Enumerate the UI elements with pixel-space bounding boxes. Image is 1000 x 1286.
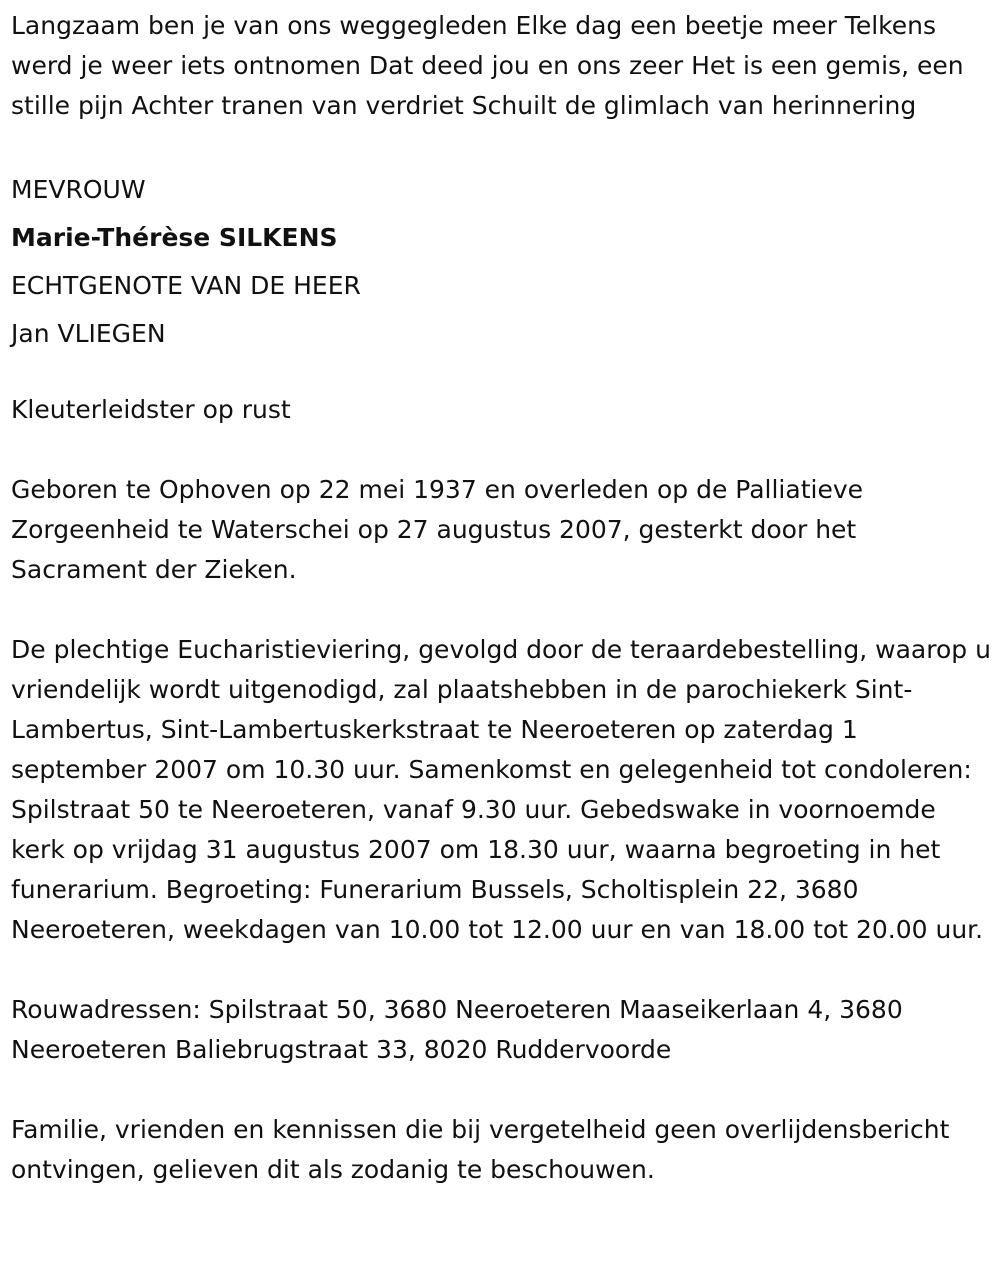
spacer [11,1070,991,1110]
deceased-name: Marie-Thérèse SILKENS [11,223,338,252]
ceremony-paragraph: De plechtige Eucharistieviering, gevolgd door de teraardebestelling, waarop u vriendelijk wordt uitgenodigd, zal plaatshebben in de parochiekerk Sint-Lambertus, Sint-Lambertuskerkstraat te Neeroeteren op zaterdag 1 september 2007 om 10.30 uur. Samenkomst en gelegenheid tot condoleren: Spilstraat 50 te Neeroeteren, vanaf 9.30 uur. Gebedswake in voornoemde kerk op vrijdag 31 augustus 2007 om 18.30 uur, waarna begroeting in het funerarium. Begroeting: Funerarium Bussels, Scholtisplein 22, 3680 Neeroeteren, weekdagen van 10.00 tot 12.00 uur en van 18.00 tot 20.00 uur. [11,635,991,944]
obituary-document [11,6,991,1190]
poem-paragraph: Langzaam ben je van ons weggegleden Elke dag een beetje meer Telkens werd je weer iets ontnomen Dat deed jou en ons zeer Het is een gemis, een stille pijn Achter tranen van verdriet Schuilt de glimlach van herinnering [11,11,964,120]
spacer [11,950,991,990]
spacer [11,126,991,166]
occupation: Kleuterleidster op rust [11,395,291,424]
birth-death-paragraph: Geboren te Ophoven op 22 mei 1937 en overleden op de Palliatieve Zorgeenheid te Waterschei op 27 augustus 2007, gesterkt door het Sacrament der Zieken. [11,475,864,584]
spacer [11,430,991,470]
addresses-paragraph: Rouwadressen: Spilstraat 50, 3680 Neeroeteren Maaseikerlaan 4, 3680 Neeroeteren Baliebrugstraat 33, 8020 Ruddervoorde [11,995,903,1064]
closing-paragraph: Familie, vrienden en kennissen die bij vergetelheid geen overlijdensbericht ontvingen, gelieven dit als zodanig te beschouwen. [11,1115,950,1184]
spacer [11,590,991,630]
spouse-name: Jan VLIEGEN [11,319,166,348]
spacer [11,358,991,390]
salutation: MEVROUW [11,175,146,204]
relation-line: ECHTGENOTE VAN DE HEER [11,271,361,300]
